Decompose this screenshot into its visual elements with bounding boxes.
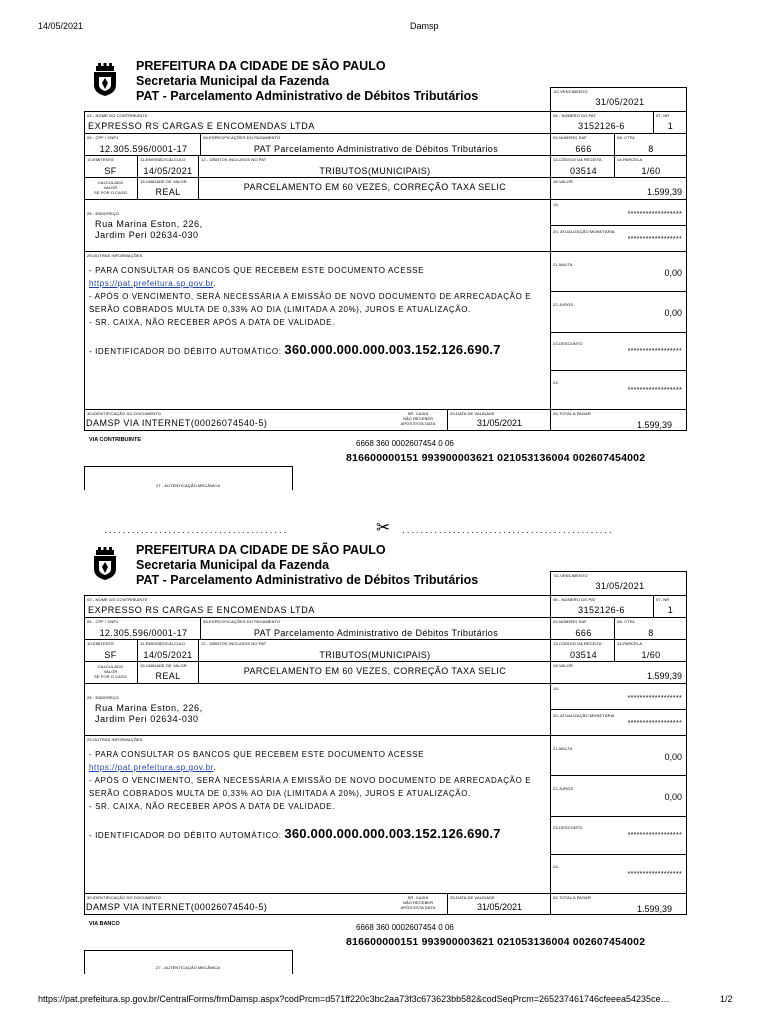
caixa-apos-data-label: APÓS ESTA DATA — [400, 421, 436, 426]
calculado-caso-label: SE FOR O CASO — [94, 190, 127, 195]
especificacoes-value: PAT Parcelamento Administrativo de Débitos Tributários — [253, 628, 499, 638]
calculado-valor-label: VALOR — [103, 669, 118, 674]
multa-value: 0,00 — [664, 752, 682, 762]
header-pat: PAT - Parcelamento Administrativo de Débitos Tributários — [136, 573, 479, 587]
emitente-label: 10-EMITENTE — [87, 157, 115, 162]
numero-pat-label: 06 - NÚMERO DO PAT — [553, 113, 596, 118]
descricao-value: PARCELAMENTO EM 60 VEZES, CORREÇÃO TAXA SELIC — [243, 182, 507, 192]
especificacoes-label: 08-ESPECIFICAÇÕES DO PAGAMENTO — [203, 135, 281, 140]
unidade-label: 15-UNIDADE DE VALOR — [140, 179, 187, 184]
nr-label: 07- NR — [656, 113, 670, 118]
info-line1: - PARA CONSULTAR OS BANCOS QUE RECEBEM ESTE DOCUMENTO ACESSE — [89, 750, 425, 759]
valor-value: 1.599,39 — [646, 187, 682, 197]
info-line3: SERÃO COBRADOS MULTA DE 0,33% AO DIA (LIMITADA A 20%), JUROS E ATUALIZAÇÃO. — [89, 305, 471, 314]
especificacoes-label: 08-ESPECIFICAÇÕES DO PAGAMENTO — [203, 619, 281, 624]
parcela-label: 14-PARCELA — [617, 641, 643, 646]
vencimento-label: 02-VENCIMENTO — [554, 89, 588, 94]
vencimento-value: 31/05/2021 — [595, 97, 645, 107]
barcode-number: 816600000151 993900003621 021053136004 002607454002 — [346, 452, 646, 464]
juros-label: 22-JUROS — [553, 786, 574, 791]
calculado-caso-label: SE FOR O CASO — [94, 674, 127, 679]
via-label: VIA BANCO — [89, 921, 120, 927]
debitos-value: TRIBUTOS(MUNICIPAIS) — [319, 166, 431, 176]
valor-value: 1.599,39 — [646, 671, 682, 681]
caixa-nao-receber-label: NÃO RECEBER — [402, 900, 434, 905]
caixa-label: SR. CAIXA — [407, 411, 429, 416]
multa-label: 21-MULTA — [553, 746, 573, 751]
total-label: 26-TOTAL A PAGAR — [553, 411, 591, 416]
scissors-icon: ✂ — [376, 518, 391, 537]
slip-contribuinte — [0, 0, 768, 490]
nr-label: 07- NR — [656, 597, 670, 602]
campo-19-value: ****************** — [627, 695, 682, 702]
ctrl-label: 08- CTRL — [617, 619, 636, 624]
contribuinte-value: EXPRESSO RS CARGAS E ENCOMENDAS LTDA — [88, 121, 315, 131]
endereco-line1: Rua Marina Eston, 226, — [95, 219, 203, 229]
multa-label: 21-MULTA — [553, 262, 573, 267]
header-subtitle: Secretaria Municipal da Fazenda — [136, 558, 330, 572]
calculado-label: CALCULADO — [97, 664, 124, 669]
city-crest-icon — [92, 547, 118, 581]
juros-value: 0,00 — [664, 792, 682, 802]
header-title: PREFEITURA DA CIDADE DE SÃO PAULO — [136, 543, 386, 557]
caixa-nao-receber-label: NÃO RECEBER — [402, 416, 434, 421]
debit-id-label: - IDENTIFICADOR DO DÉBITO AUTOMÁTICO: — [89, 831, 282, 840]
cpf-label: 05 - CPF / CNPJ — [87, 619, 119, 624]
atualizacao-value: ****************** — [627, 236, 682, 243]
ctrl-value: 8 — [648, 144, 654, 154]
link-period: . — [213, 763, 217, 772]
valor-label: 18-VALOR — [553, 179, 573, 184]
parcela-value: 1/60 — [641, 166, 661, 176]
calculado-label: CALCULADO — [97, 180, 124, 185]
campo-24-value: ****************** — [627, 871, 682, 878]
codigo-receita-label: 13-CÓDIGO DA RECEITA — [553, 641, 602, 646]
atualizacao-label: 20- ATUALIZAÇÃO MONETÁRIA — [553, 229, 615, 234]
identificacao-label: 30-IDENTIFICAÇÃO DO DOCUMENTO — [87, 895, 161, 900]
desconto-label: 23-DESCONTO — [553, 825, 583, 830]
info-line4: - SR. CAIXA, NÃO RECEBER APÓS A DATA DE VALIDADE. — [89, 802, 335, 811]
debitos-value: TRIBUTOS(MUNICIPAIS) — [319, 650, 431, 660]
codigo-receita-value: 03514 — [569, 650, 598, 660]
nr-value: 1 — [667, 605, 674, 615]
parcela-value: 1/60 — [641, 650, 661, 660]
total-label: 26-TOTAL A PAGAR — [553, 895, 591, 900]
debit-id-value: 360.000.000.000.003.152.126.690.7 — [284, 342, 501, 357]
caixa-apos-data-label: APÓS ESTA DATA — [400, 905, 436, 910]
emissao-label: 11-EMISSÃO/CÁLCULO — [140, 641, 186, 646]
atualizacao-value: ****************** — [627, 720, 682, 727]
ctrl-value: 8 — [648, 628, 654, 638]
link-period: . — [213, 279, 217, 288]
numero-pat-value: 3152126-6 — [578, 121, 625, 131]
calculado-valor-label: VALOR — [103, 185, 118, 190]
juros-label: 22-JUROS — [553, 302, 574, 307]
validade-value: 31/05/2021 — [476, 418, 522, 428]
endereco-line2: Jardim Peri 02634-030 — [95, 230, 199, 240]
cut-line-right: ·············································· — [402, 527, 614, 537]
pat-link[interactable]: https://pat.prefeitura.sp.gov.br — [89, 763, 214, 772]
validade-label: 25-DATA DE VALIDADE — [450, 411, 495, 416]
emissao-label: 11-EMISSÃO/CÁLCULO — [140, 157, 186, 162]
cpf-value: 12.305.596/0001-17 — [99, 628, 188, 638]
descricao-value: PARCELAMENTO EM 60 VEZES, CORREÇÃO TAXA SELIC — [243, 666, 507, 676]
total-value: 1.599,39 — [636, 420, 672, 430]
print-page-title: Damsp — [410, 21, 439, 31]
codigo-receita-value: 03514 — [569, 166, 598, 176]
debitos-label: 12 - DÉBITOS INCLUSOS NO PAT — [201, 157, 267, 162]
total-value: 1.599,39 — [636, 904, 672, 914]
barcode-number: 816600000151 993900003621 021053136004 002607454002 — [346, 936, 646, 948]
unidade-value: REAL — [155, 187, 181, 197]
city-crest-icon — [92, 63, 118, 97]
contribuinte-label: 03 - NOME DO CONTRIBUINTE — [87, 597, 148, 602]
juros-value: 0,00 — [664, 308, 682, 318]
debit-id-row — [89, 343, 501, 358]
identificacao-value: DAMSP VIA INTERNET(00026074540-5) — [86, 902, 268, 912]
multa-value: 0,00 — [664, 268, 682, 278]
ctrl-label: 08- CTRL — [617, 135, 636, 140]
cpf-value: 12.305.596/0001-17 — [99, 144, 188, 154]
endereco-label: 28 - ENDEREÇO — [87, 211, 119, 216]
desconto-label: 23-DESCONTO — [553, 341, 583, 346]
validade-label: 25-DATA DE VALIDADE — [450, 895, 495, 900]
campo-19-label: 19- — [553, 686, 560, 691]
slip-banco — [0, 484, 768, 974]
emitente-label: 10-EMITENTE — [87, 641, 115, 646]
cpf-label: 05 - CPF / CNPJ — [87, 135, 119, 140]
debitos-label: 12 - DÉBITOS INCLUSOS NO PAT — [201, 641, 267, 646]
vencimento-value: 31/05/2021 — [595, 581, 645, 591]
cut-line-left: ········································ — [104, 527, 288, 537]
numero-saf-label: 09-NÚMERO SAF — [553, 135, 587, 140]
identificacao-label: 30-IDENTIFICAÇÃO DO DOCUMENTO — [87, 411, 161, 416]
emissao-value: 14/05/2021 — [143, 650, 193, 660]
autenticacao-label: 27 - AUTENTICAÇÃO MECÂNICA — [156, 483, 220, 488]
numero-saf-value: 666 — [575, 628, 592, 638]
emitente-value: SF — [104, 166, 117, 176]
contribuinte-label: 03 - NOME DO CONTRIBUINTE — [87, 113, 148, 118]
info-line2: - APÓS O VENCIMENTO, SERÁ NECESSÁRIA A EMISSÃO DE NOVO DOCUMENTO DE ARRECADAÇÃO E — [89, 292, 532, 301]
endereco-line1: Rua Marina Eston, 226, — [95, 703, 203, 713]
debit-id-value: 360.000.000.000.003.152.126.690.7 — [284, 826, 501, 841]
small-code: 6668 360 0002607454 0 06 — [356, 439, 454, 448]
vencimento-label: 02-VENCIMENTO — [554, 573, 588, 578]
emissao-value: 14/05/2021 — [143, 166, 193, 176]
print-page-number: 1/2 — [720, 994, 733, 1004]
campo-19-label: 19- — [553, 202, 560, 207]
campo-24-label: 24- — [553, 864, 560, 869]
unidade-label: 15-UNIDADE DE VALOR — [140, 663, 187, 668]
header-subtitle: Secretaria Municipal da Fazenda — [136, 74, 330, 88]
debit-id-label: - IDENTIFICADOR DO DÉBITO AUTOMÁTICO: — [89, 347, 282, 356]
desconto-value: ****************** — [627, 348, 682, 355]
debit-id-row — [89, 827, 501, 842]
outras-label: 29-OUTRAS INFORMAÇÕES — [87, 253, 143, 258]
endereco-label: 28 - ENDEREÇO — [87, 695, 119, 700]
outras-label: 29-OUTRAS INFORMAÇÕES — [87, 737, 143, 742]
numero-pat-label: 06 - NÚMERO DO PAT — [553, 597, 596, 602]
endereco-line2: Jardim Peri 02634-030 — [95, 714, 199, 724]
caixa-label: SR. CAIXA — [407, 895, 429, 900]
via-label: VIA CONTRIBUINTE — [89, 437, 142, 443]
info-line1: - PARA CONSULTAR OS BANCOS QUE RECEBEM ESTE DOCUMENTO ACESSE — [89, 266, 425, 275]
campo-24-label: 24- — [553, 380, 560, 385]
pat-link[interactable]: https://pat.prefeitura.sp.gov.br — [89, 279, 214, 288]
info-line4: - SR. CAIXA, NÃO RECEBER APÓS A DATA DE VALIDADE. — [89, 318, 335, 327]
header-pat: PAT - Parcelamento Administrativo de Débitos Tributários — [136, 89, 479, 103]
contribuinte-value: EXPRESSO RS CARGAS E ENCOMENDAS LTDA — [88, 605, 315, 615]
print-url: https://pat.prefeitura.sp.gov.br/CentralForms/frmDamsp.aspx?codPrcm=d571ff220c3bc2aa73f3c673623bb582&codSeqPrcm=265237461746cfeeea54235ce… — [38, 994, 670, 1004]
numero-saf-value: 666 — [575, 144, 592, 154]
autenticacao-label: 27 - AUTENTICAÇÃO MECÂNICA — [156, 965, 220, 970]
desconto-value: ****************** — [627, 832, 682, 839]
header-title: PREFEITURA DA CIDADE DE SÃO PAULO — [136, 59, 386, 73]
emitente-value: SF — [104, 650, 117, 660]
validade-value: 31/05/2021 — [476, 902, 522, 912]
numero-saf-label: 09-NÚMERO SAF — [553, 619, 587, 624]
numero-pat-value: 3152126-6 — [578, 605, 625, 615]
nr-value: 1 — [667, 121, 674, 131]
campo-19-value: ****************** — [627, 211, 682, 218]
info-line3: SERÃO COBRADOS MULTA DE 0,33% AO DIA (LIMITADA A 20%), JUROS E ATUALIZAÇÃO. — [89, 789, 471, 798]
parcela-label: 14-PARCELA — [617, 157, 643, 162]
valor-label: 18-VALOR — [553, 663, 573, 668]
small-code: 6668 360 0002607454 0 06 — [356, 923, 454, 932]
especificacoes-value: PAT Parcelamento Administrativo de Débitos Tributários — [253, 144, 499, 154]
atualizacao-label: 20- ATUALIZAÇÃO MONETÁRIA — [553, 713, 615, 718]
codigo-receita-label: 13-CÓDIGO DA RECEITA — [553, 157, 602, 162]
info-line2: - APÓS O VENCIMENTO, SERÁ NECESSÁRIA A EMISSÃO DE NOVO DOCUMENTO DE ARRECADAÇÃO E — [89, 776, 532, 785]
identificacao-value: DAMSP VIA INTERNET(00026074540-5) — [86, 418, 268, 428]
print-date: 14/05/2021 — [38, 21, 84, 31]
unidade-value: REAL — [155, 671, 181, 681]
campo-24-value: ****************** — [627, 387, 682, 394]
